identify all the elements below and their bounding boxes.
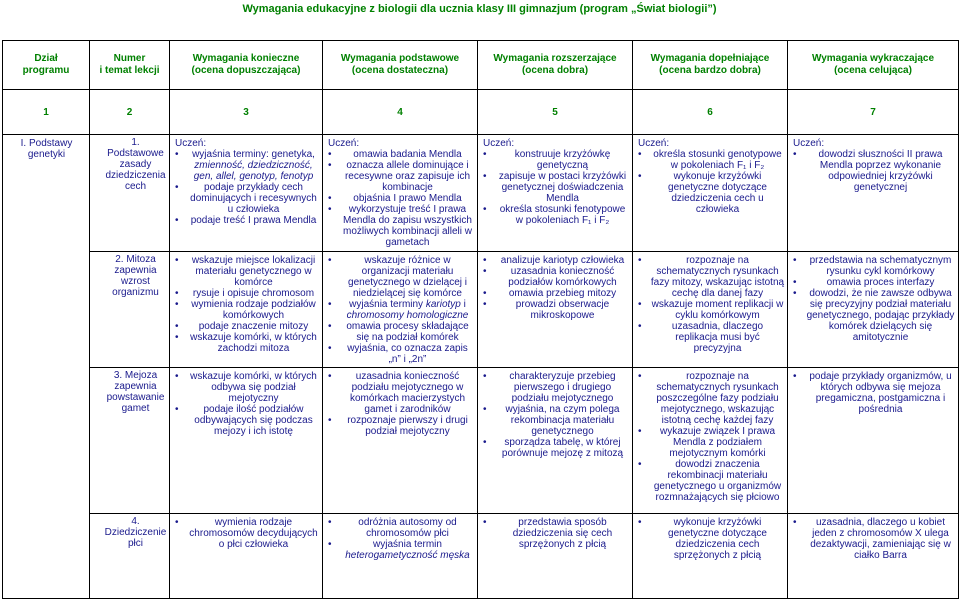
list-item: • rozpoznaje na schematycznych rysunkach fazy mitozy, wskazując istotną cechę dla danej fazy (636, 255, 785, 299)
list-item: • uzasadnia konieczność podziałów komórkowych (481, 266, 630, 288)
list-item: • uzasadnia, dlaczego replikacja musi być precyzyjna (636, 321, 785, 354)
requirements-list (791, 371, 956, 415)
section-label: I. Podstawy genetyki (20, 138, 73, 160)
list-item: • podaje znaczenie mitozy (173, 321, 320, 332)
header-cell-5: Wymagania rozszerzające (ocena dobra) (478, 41, 633, 90)
list-item: • rysuje i opisuje chromosom (173, 288, 320, 299)
list-item: • dowodzi znaczenia rekombinacji materiału genetycznego u organizmów rozmnażających się płciowo (636, 459, 785, 503)
list-item: • oznacza allele dominujące i recesywne oraz zapisuje ich kombinacje (326, 160, 475, 193)
header-cell-1: Dział programu (3, 41, 90, 90)
requirements-list (173, 149, 320, 226)
list-item: • wykonuje krzyżówki genetyczne dotyczące dziedziczenia cech u człowieka (636, 171, 785, 215)
list-item: • rozpoznaje pierwszy i drugi podział mejotyczny (326, 415, 475, 437)
requirements-cell (788, 514, 959, 599)
list-item: • wskazuje komórki, w których odbywa się podział mejotyczny (173, 371, 320, 404)
column-number: 7 (788, 90, 959, 135)
list-item: • dowodzi, że nie zawsze odbywa się precyzyjny podział materiału genetycznego, podając przykłady komórek dzielących się amitotycznie (791, 288, 956, 343)
column-number-row (3, 90, 959, 135)
requirements-cell (170, 135, 323, 252)
requirements-list (636, 149, 785, 215)
requirements-cell (170, 368, 323, 514)
requirements-cell (323, 514, 478, 599)
requirements-list (326, 149, 475, 248)
requirements-list (326, 371, 475, 437)
list-item: • zapisuje w postaci krzyżówki genetycznej doświadczenia Mendla (481, 171, 630, 204)
column-number: 4 (323, 90, 478, 135)
list-item: • podaje przykłady cech dominujących i recesywnych u człowieka (173, 182, 320, 215)
list-item: • wymienia rodzaje podziałów komórkowych (173, 299, 320, 321)
list-item: • wyjaśnia terminy kariotyp i chromosomy homologiczne (326, 299, 475, 321)
topic-cell: 3. Mejoza zapewnia powstawanie gamet (90, 368, 170, 514)
requirements-cell (478, 514, 633, 599)
topic-cell: 1. Podstawowe zasady dziedziczenia cech (90, 135, 170, 252)
requirements-cell (478, 252, 633, 368)
requirements-table (2, 40, 959, 599)
requirements-cell (788, 368, 959, 514)
list-item: • analizuje kariotyp człowieka (481, 255, 630, 266)
list-item: • omawia procesy składające się na podział komórek (326, 321, 475, 343)
list-item: • rozpoznaje na schematycznych rysunkach poszczególne fazy podziału mejotycznego, wskazując istotną cechę każdej fazy (636, 371, 785, 426)
list-item: • wskazuje moment replikacji w cyklu komórkowym (636, 299, 785, 321)
requirements-cell (170, 252, 323, 368)
student-label: Uczeń: (483, 138, 515, 149)
requirements-cell (478, 135, 633, 252)
list-item: • wymienia rodzaje chromosomów decydujących o płci człowieka (173, 517, 320, 550)
requirements-cell (788, 135, 959, 252)
list-item: • objaśnia I prawo Mendla (326, 193, 475, 204)
list-item: • wyjaśnia terminy: genetyka, zmienność, dziedziczność, gen, allel, genotyp, fenotyp (173, 149, 320, 182)
header-cell-6: Wymagania dopełniające (ocena bardzo dobra) (633, 41, 788, 90)
student-label: Uczeń: (793, 138, 825, 149)
list-item: • omawia badania Mendla (326, 149, 475, 160)
topic-cell: 2. Mitoza zapewnia wzrost organizmu (90, 252, 170, 368)
list-item: • konstruuje krzyżówkę genetyczną (481, 149, 630, 171)
list-item: • uzasadnia, dlaczego u kobiet jeden z chromosomów X ulega dezaktywacji, zamieniając się w ciałko Barra (791, 517, 956, 561)
header-cell-3: Wymagania konieczne (ocena dopuszczająca) (170, 41, 323, 90)
list-item: • odróżnia autosomy od chromosomów płci (326, 517, 475, 539)
requirements-cell (170, 514, 323, 599)
table-row (3, 514, 959, 599)
column-number: 6 (633, 90, 788, 135)
requirements-list (481, 371, 630, 459)
list-item: • wyjaśnia, na czym polega rekombinacja materiału genetycznego (481, 404, 630, 437)
topic-cell: 4. Dziedziczenie płci (90, 514, 170, 599)
header-cell-4: Wymagania podstawowe (ocena dostateczna) (323, 41, 478, 90)
requirements-cell (633, 135, 788, 252)
requirements-list (636, 517, 785, 561)
list-item: • uzasadnia konieczność podziału mejotycznego w komórkach macierzystych gamet i zarodników (326, 371, 475, 415)
requirements-list (481, 255, 630, 321)
list-item: • omawia proces interfazy (791, 277, 956, 288)
list-item: • dowodzi słuszności II prawa Mendla poprzez wykonanie odpowiedniej krzyżówki genetycznej (791, 149, 956, 193)
requirements-cell (633, 514, 788, 599)
student-label: Uczeń: (328, 138, 360, 149)
requirements-cell (323, 135, 478, 252)
requirements-list (173, 371, 320, 437)
list-item: • wyjaśnia termin heterogametyczność męska (326, 539, 475, 561)
header-cell-7: Wymagania wykraczające (ocena celująca) (788, 41, 959, 90)
requirements-list (791, 149, 956, 193)
requirements-list (636, 255, 785, 354)
requirements-cell (788, 252, 959, 368)
list-item: • przedstawia na schematycznym rysunku cykl komórkowy (791, 255, 956, 277)
list-item: • podaje treść I prawa Mendla (173, 215, 320, 226)
list-item: • wskazuje różnice w organizacji materiału genetycznego w dzielącej i niedzielącej się komórce (326, 255, 475, 299)
header-row (3, 41, 959, 90)
list-item: • omawia przebieg mitozy (481, 288, 630, 299)
requirements-list (173, 517, 320, 550)
section-cell (3, 135, 90, 599)
requirements-list (636, 371, 785, 503)
requirements-list (481, 517, 630, 550)
column-number: 2 (90, 90, 170, 135)
list-item: • wskazuje komórki, w których zachodzi mitoza (173, 332, 320, 354)
header-cell-2: Numer i temat lekcji (90, 41, 170, 90)
document-title: Wymagania edukacyjne z biologii dla ucznia klasy III gimnazjum (program „Świat biologii”) (242, 3, 717, 15)
list-item: • wyjaśnia, co oznacza zapis „n” i „2n” (326, 343, 475, 365)
requirements-list (791, 255, 956, 343)
list-item: • przedstawia sposób dziedziczenia się cech sprzężonych z płcią (481, 517, 630, 550)
requirements-list (791, 517, 956, 561)
list-item: • podaje przykłady organizmów, u których odbywa się mejoza pregamiczna, postgamiczna i pośrednia (791, 371, 956, 415)
table-row (3, 135, 959, 252)
requirements-cell (323, 252, 478, 368)
requirements-cell (633, 252, 788, 368)
list-item: • określa stosunki fenotypowe w pokoleniach F₁ i F₂ (481, 204, 630, 226)
column-number: 1 (3, 90, 90, 135)
student-label: Uczeń: (638, 138, 670, 149)
requirements-cell (633, 368, 788, 514)
list-item: • podaje ilość podziałów odbywających się podczas mejozy i ich istotę (173, 404, 320, 437)
requirements-list (326, 255, 475, 365)
list-item: • prowadzi obserwacje mikroskopowe (481, 299, 630, 321)
list-item: • wskazuje miejsce lokalizacji materiału genetycznego w komórce (173, 255, 320, 288)
requirements-list (326, 517, 475, 561)
requirements-list (481, 149, 630, 226)
list-item: • wykonuje krzyżówki genetyczne dotyczące dziedziczenia cech sprzężonych z płcią (636, 517, 785, 561)
list-item: • wykazuje związek I prawa Mendla z podziałem mejotycznym komórki (636, 426, 785, 459)
table-row (3, 252, 959, 368)
requirements-list (173, 255, 320, 354)
list-item: • wykorzystuje treść I prawa Mendla do zapisu wszystkich możliwych kombinacji alleli w gametach (326, 204, 475, 248)
requirements-cell (323, 368, 478, 514)
list-item: • charakteryzuje przebieg pierwszego i drugiego podziału mejotycznego (481, 371, 630, 404)
column-number: 5 (478, 90, 633, 135)
list-item: • sporządza tabelę, w której porównuje mejozę z mitozą (481, 437, 630, 459)
list-item: • określa stosunki genotypowe w pokoleniach F₁ i F₂ (636, 149, 785, 171)
table-row (3, 368, 959, 514)
column-number: 3 (170, 90, 323, 135)
requirements-cell (478, 368, 633, 514)
student-label: Uczeń: (175, 138, 207, 149)
